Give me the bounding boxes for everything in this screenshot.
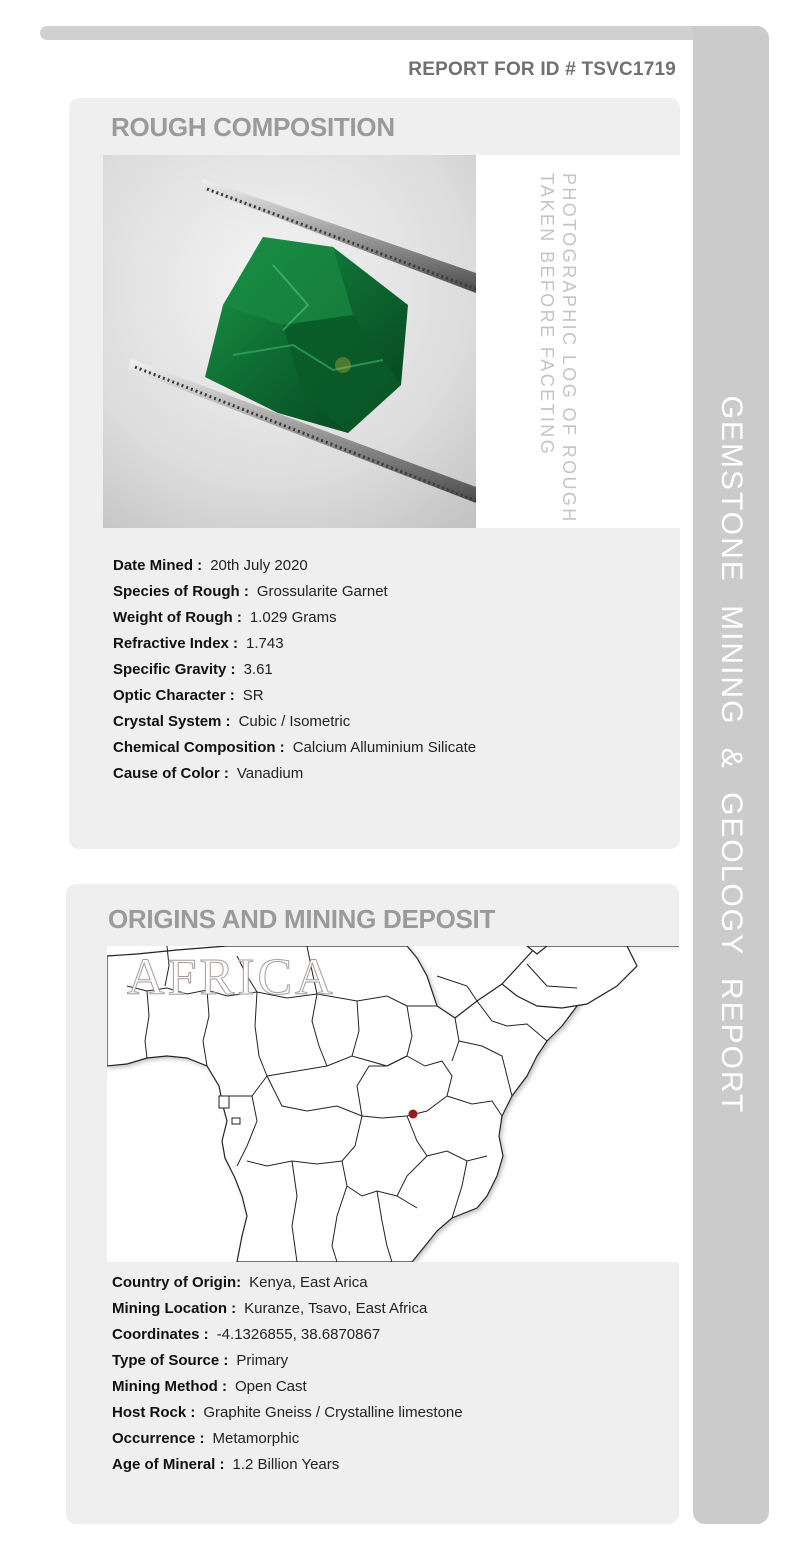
- detail-value: Vanadium: [236, 765, 304, 782]
- detail-value: SR: [242, 687, 264, 704]
- detail-row-occurrence: [112, 1426, 463, 1452]
- detail-row-host-rock: [112, 1400, 463, 1426]
- detail-row-source-type: [112, 1348, 463, 1374]
- detail-row-age: [112, 1452, 463, 1478]
- detail-value: Grossularite Garnet: [256, 583, 388, 600]
- gemstone-rough-photo: [103, 155, 476, 528]
- detail-row-coordinates: [112, 1322, 463, 1348]
- detail-row-species: [113, 579, 476, 605]
- detail-label: Weight of Rough :: [113, 609, 242, 626]
- detail-value: 3.61: [243, 661, 273, 678]
- mining-location-marker: [409, 1110, 418, 1119]
- detail-value: Primary: [236, 1352, 289, 1369]
- detail-row-weight: [113, 605, 476, 631]
- detail-value: 1.029 Grams: [249, 609, 337, 626]
- detail-label: Chemical Composition :: [113, 739, 285, 756]
- detail-label: Refractive Index :: [113, 635, 239, 652]
- side-report-title: GEMSTONE MINING & GEOLOGY REPORT: [715, 395, 748, 1115]
- detail-row-mining-method: [112, 1374, 463, 1400]
- detail-row-mining-location: [112, 1296, 463, 1322]
- photo-caption: PHOTOGRAPHIC LOG OF ROUGH TAKEN BEFORE FACETING: [537, 173, 579, 524]
- detail-value: Kenya, East Arica: [249, 1274, 368, 1291]
- rough-photo-area: [103, 155, 680, 528]
- detail-label: Age of Mineral :: [112, 1456, 225, 1473]
- detail-value: 1.2 Billion Years: [232, 1456, 340, 1473]
- detail-label: Specific Gravity :: [113, 661, 236, 678]
- top-decor-bar: [40, 26, 730, 40]
- detail-label: Mining Method :: [112, 1378, 227, 1395]
- origins-title: ORIGINS AND MINING DEPOSIT: [108, 904, 496, 934]
- detail-value: Metamorphic: [212, 1430, 300, 1447]
- africa-map-drawing: [107, 946, 679, 1262]
- rough-details: [113, 553, 476, 787]
- detail-label: Coordinates :: [112, 1326, 209, 1343]
- detail-row-specific-gravity: [113, 657, 476, 683]
- detail-label: Species of Rough :: [113, 583, 249, 600]
- detail-label: Type of Source :: [112, 1352, 229, 1369]
- detail-label: Date Mined :: [113, 557, 203, 574]
- detail-row-crystal-system: [113, 709, 476, 735]
- detail-label: Crystal System :: [113, 713, 231, 730]
- detail-row-optic-character: [113, 683, 476, 709]
- detail-label: Occurrence :: [112, 1430, 205, 1447]
- detail-row-refractive-index: [113, 631, 476, 657]
- report-id: REPORT FOR ID # TSVC1719: [408, 59, 676, 80]
- detail-value: Open Cast: [234, 1378, 307, 1395]
- detail-value: -4.1326855, 38.6870867: [216, 1326, 381, 1343]
- detail-row-cause-of-color: [113, 761, 476, 787]
- detail-value: Graphite Gneiss / Crystalline limestone: [203, 1404, 463, 1421]
- detail-label: Mining Location :: [112, 1300, 237, 1317]
- detail-value: Kuranze, Tsavo, East Africa: [244, 1300, 428, 1317]
- detail-value: Calcium Alluminium Silicate: [292, 739, 477, 756]
- detail-label: Host Rock :: [112, 1404, 196, 1421]
- map-region-label: AFRICA: [127, 949, 336, 1006]
- detail-row-date-mined: [113, 553, 476, 579]
- detail-label: Country of Origin:: [112, 1274, 242, 1291]
- detail-row-country: [112, 1270, 463, 1296]
- detail-value: Cubic / Isometric: [238, 713, 351, 730]
- africa-map: [107, 946, 679, 1262]
- detail-label: Optic Character :: [113, 687, 235, 704]
- detail-row-chemical-composition: [113, 735, 476, 761]
- detail-value: 20th July 2020: [210, 557, 308, 574]
- rough-composition-title: ROUGH COMPOSITION: [111, 112, 395, 142]
- origin-details: [112, 1270, 463, 1478]
- detail-value: 1.743: [246, 635, 284, 652]
- detail-label: Cause of Color :: [113, 765, 229, 782]
